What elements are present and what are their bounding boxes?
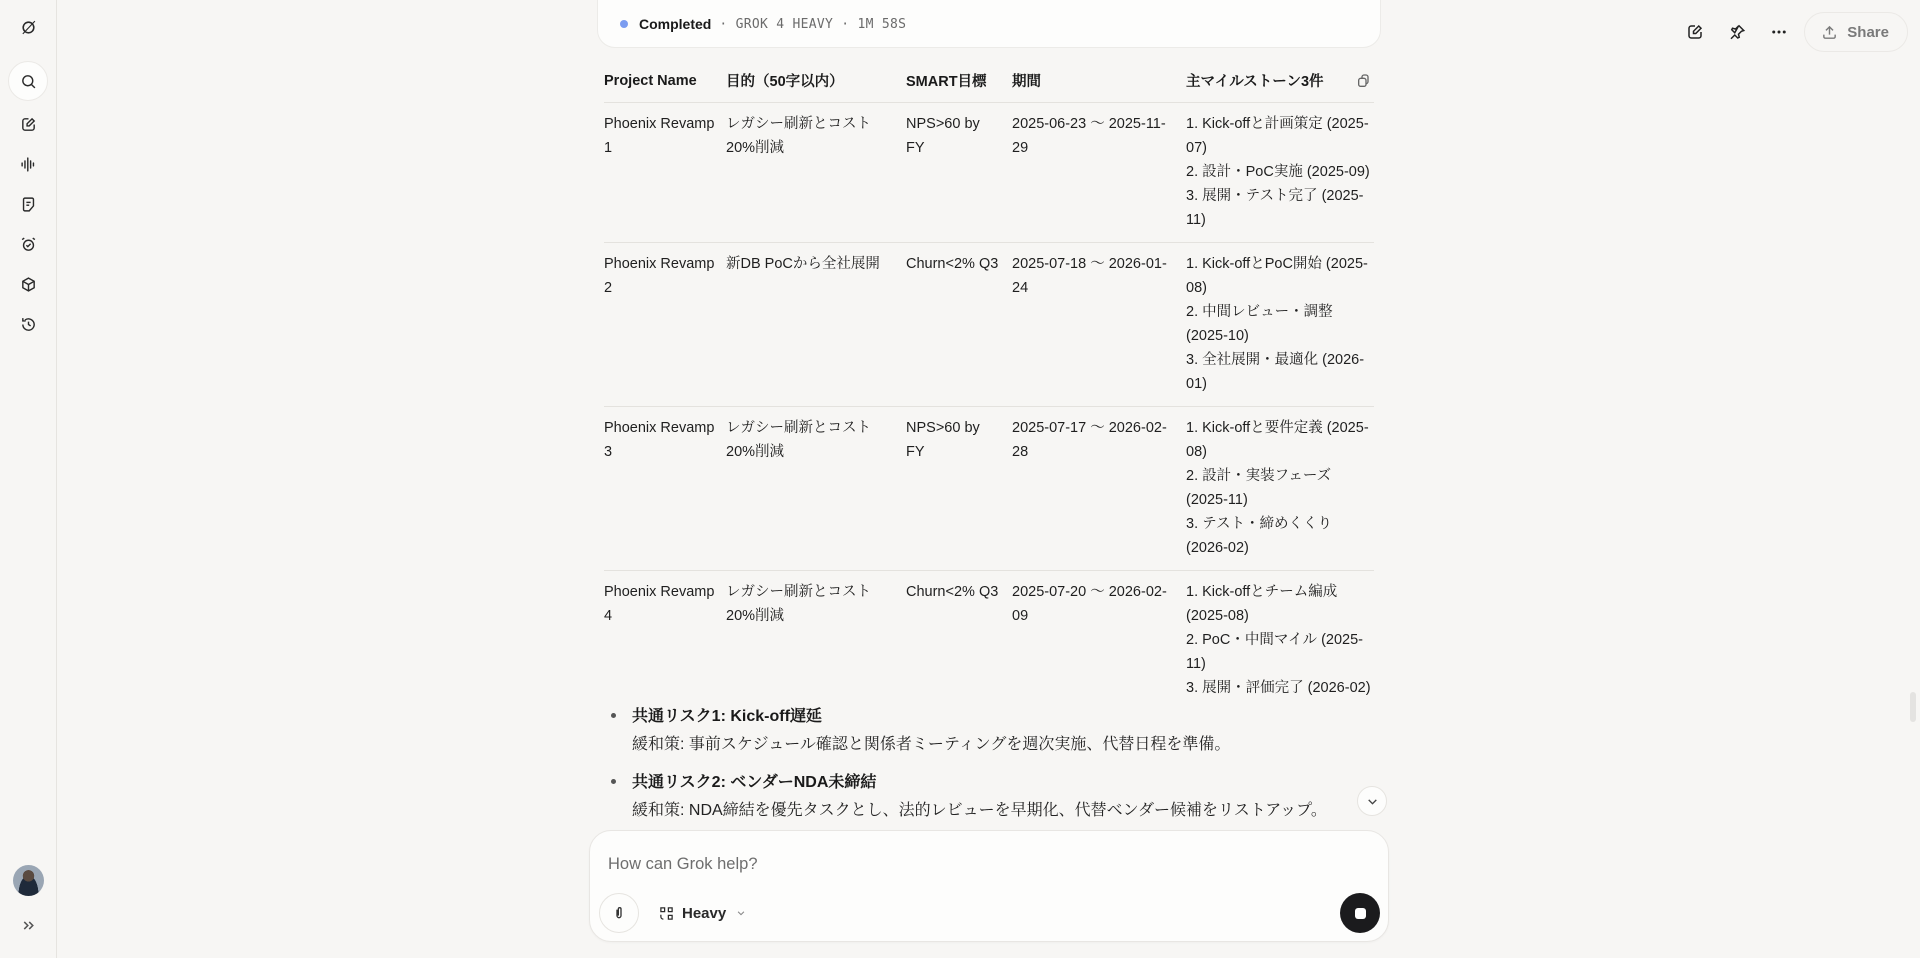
milestone: 2. 中間レビュー・調整 (2025-10) — [1186, 303, 1333, 344]
risk-body: 緩和策: NDA締結を優先タスクとし、法的レビューを早期化、代替ベンダー候補をリストアップ。 — [632, 802, 1327, 819]
expand-sidebar-button[interactable] — [8, 905, 48, 945]
milestone: 1. Kick-offとチーム編成 (2025-08) — [1186, 583, 1338, 624]
status-dot — [620, 20, 628, 28]
milestone: 1. Kick-offと計画策定 (2025-07) — [1186, 115, 1369, 156]
cell-smart: NPS>60 by FY — [906, 102, 1012, 242]
pin-button[interactable] — [1716, 12, 1758, 52]
cell-name: Phoenix Revamp 3 — [604, 406, 726, 570]
avatar[interactable] — [13, 865, 44, 896]
sidebar-item-new-chat[interactable] — [8, 104, 48, 144]
cell-name: Phoenix Revamp 4 — [604, 583, 715, 624]
sidebar-item-projects[interactable] — [8, 264, 48, 304]
milestone: 1. Kick-offとPoC開始 (2025-08) — [1186, 255, 1368, 296]
milestone: 1. Kick-offと要件定義 (2025-08) — [1186, 419, 1369, 460]
sidebar-item-search[interactable] — [8, 61, 48, 101]
cube-icon — [20, 276, 37, 293]
milestone: 3. 展開・テスト完了 (2025-11) — [1186, 187, 1364, 228]
chevron-down-icon — [1366, 795, 1379, 808]
grok-logo-icon[interactable] — [8, 7, 48, 47]
composer — [589, 830, 1389, 942]
cell-name: Phoenix Revamp 1 — [604, 102, 726, 242]
milestone: 3. 展開・評価完了 (2026-02) — [1186, 679, 1371, 696]
col-smart: SMART目標 — [906, 62, 1012, 102]
milestone: 3. テスト・締めくくり (2026-02) — [1186, 515, 1333, 556]
search-icon — [20, 73, 37, 90]
status-meta: · GROK 4 HEAVY · 1M 58S — [719, 17, 907, 32]
sidebar-item-notes[interactable] — [8, 184, 48, 224]
model-label: Heavy — [682, 904, 727, 922]
sidebar — [0, 0, 57, 958]
sidebar-item-tasks[interactable] — [8, 224, 48, 264]
risk-body: 緩和策: 事前スケジュール確認と関係者ミーティングを週次実施、代替日程を準備。 — [632, 736, 1231, 753]
cell-smart: Churn<2% Q3 — [906, 242, 1012, 406]
cell-purpose: レガシー刷新とコスト20%削減 — [726, 406, 906, 570]
col-project-name: Project Name — [604, 62, 726, 102]
model-grid-icon — [659, 906, 674, 921]
cell-smart: Churn<2% Q3 — [906, 583, 999, 600]
sidebar-item-history[interactable] — [8, 304, 48, 344]
share-button[interactable] — [1804, 12, 1908, 52]
response-content — [604, 62, 1374, 710]
status-label: Completed — [639, 16, 712, 32]
cell-period: 2025-06-23 〜 2025-11-29 — [1012, 102, 1186, 242]
cell-name: Phoenix Revamp 2 — [604, 242, 726, 406]
cell-period: 2025-07-20 〜 2026-02-09 — [1012, 583, 1167, 624]
model-selector[interactable] — [659, 899, 746, 927]
milestone: 2. PoC・中間マイル (2025-11) — [1186, 631, 1363, 672]
stop-icon — [1355, 908, 1366, 919]
sidebar-item-voice[interactable] — [8, 144, 48, 184]
scroll-to-bottom-button[interactable] — [1357, 786, 1387, 816]
chevron-down-icon — [736, 908, 746, 918]
milestone: 2. 設計・PoC実施 (2025-09) — [1186, 163, 1370, 180]
cell-milestones — [1186, 570, 1374, 710]
list-item — [604, 769, 1384, 825]
col-milestones — [1186, 62, 1374, 102]
more-button[interactable] — [1758, 12, 1800, 52]
note-icon — [20, 196, 37, 213]
stop-button[interactable] — [1340, 893, 1380, 933]
risk-title: 共通リスク2: ベンダーNDA未締結 — [632, 774, 877, 791]
copy-icon[interactable] — [1356, 73, 1372, 89]
table-row — [604, 570, 1374, 710]
cell-purpose: レガシー刷新とコスト20%削減 — [726, 102, 906, 242]
status-card[interactable] — [597, 0, 1381, 48]
attach-button[interactable] — [599, 893, 639, 933]
edit-icon — [1686, 23, 1704, 41]
prompt-input[interactable] — [608, 851, 1348, 877]
cell-smart: NPS>60 by FY — [906, 406, 1012, 570]
share-label: Share — [1847, 23, 1889, 41]
table-row — [604, 406, 1374, 570]
cell-purpose: レガシー刷新とコスト20%削減 — [726, 583, 871, 624]
edit-icon — [20, 116, 37, 133]
milestone: 2. 設計・実装フェーズ (2025-11) — [1186, 467, 1332, 508]
cell-period: 2025-07-18 〜 2026-01-24 — [1012, 242, 1186, 406]
cell-milestones — [1186, 406, 1374, 570]
edit-button[interactable] — [1674, 12, 1716, 52]
alarm-icon — [20, 236, 37, 253]
table-header-row — [604, 62, 1374, 102]
chevrons-right-icon — [20, 917, 37, 934]
waveform-icon — [20, 156, 37, 173]
cell-milestones — [1186, 102, 1374, 242]
paperclip-icon — [611, 905, 627, 921]
more-icon — [1770, 23, 1788, 41]
table-row — [604, 242, 1374, 406]
header-actions — [1674, 12, 1920, 52]
cell-period: 2025-07-17 〜 2026-02-28 — [1012, 406, 1186, 570]
pin-icon — [1728, 23, 1746, 41]
history-icon — [20, 316, 37, 333]
table-row — [604, 102, 1374, 242]
upload-icon — [1821, 24, 1838, 41]
risk-title: 共通リスク1: Kick-off遅延 — [632, 708, 822, 725]
list-item — [604, 703, 1384, 759]
cell-purpose: 新DB PoCから全社展開 — [726, 242, 906, 406]
col-period: 期間 — [1012, 62, 1186, 102]
col-purpose: 目的（50字以内） — [726, 62, 906, 102]
col-milestones-label: 主マイルストーン3件 — [1186, 74, 1324, 91]
risk-list — [604, 703, 1384, 835]
page-scrollbar[interactable] — [1910, 692, 1916, 722]
cell-milestones — [1186, 242, 1374, 406]
project-table — [604, 62, 1374, 710]
milestone: 3. 全社展開・最適化 (2026-01) — [1186, 351, 1365, 392]
